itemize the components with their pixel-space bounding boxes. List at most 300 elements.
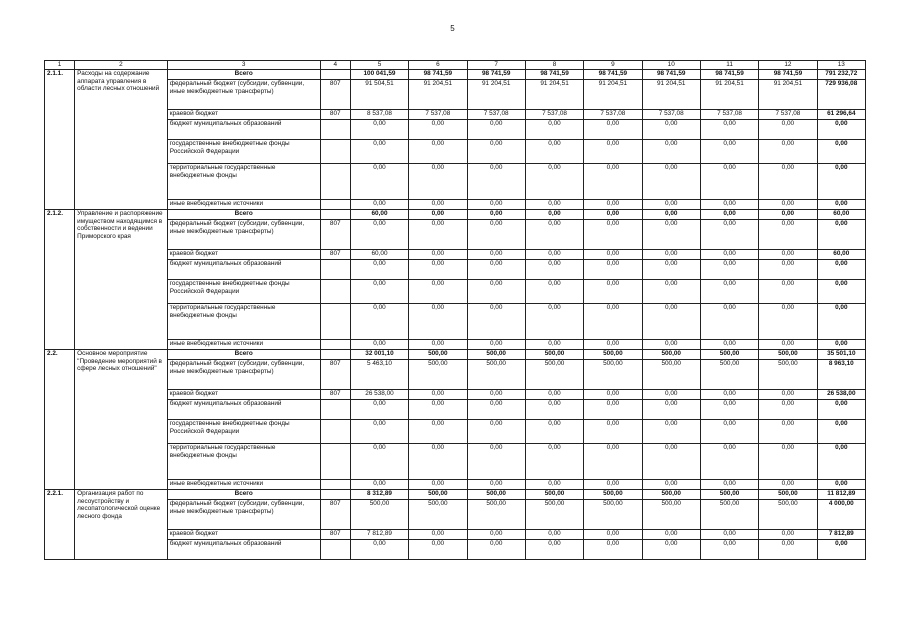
year-value: 0,00	[525, 340, 583, 350]
year-value: 0,00	[409, 444, 467, 480]
table-row	[45, 250, 866, 260]
table-row	[45, 340, 866, 350]
row-total: 0,00	[817, 200, 865, 210]
year-value: 0,00	[642, 140, 700, 164]
year-value: 0,00	[584, 260, 642, 280]
section-name: Организация работ по лесоустройству и лесопатологической оценке лесного фонда	[75, 490, 168, 560]
year-value: 0,00	[409, 260, 467, 280]
year-value: 0,00	[409, 530, 467, 540]
column-header: 6	[409, 61, 467, 70]
year-value: 500,00	[350, 500, 408, 530]
row-total: 0,00	[817, 480, 865, 490]
kbk-code: 807	[320, 530, 350, 540]
year-value: 0,00	[467, 260, 525, 280]
kbk-code: 807	[320, 360, 350, 390]
table-row	[45, 540, 866, 560]
table-row	[45, 220, 866, 250]
column-header: 13	[817, 61, 865, 70]
table-row	[45, 390, 866, 400]
kbk-code	[320, 260, 350, 280]
year-value: 500,00	[700, 350, 758, 360]
year-value: 0,00	[642, 164, 700, 200]
kbk-code	[320, 420, 350, 444]
year-value: 0,00	[584, 530, 642, 540]
funding-source-label: бюджет муниципальных образований	[167, 120, 320, 140]
year-value: 0,00	[759, 260, 817, 280]
kbk-code	[320, 164, 350, 200]
page-number: 5	[450, 24, 455, 33]
year-value: 500,00	[409, 490, 467, 500]
row-total: 0,00	[817, 340, 865, 350]
year-value: 0,00	[700, 280, 758, 304]
year-value: 0,00	[759, 210, 817, 220]
kbk-code	[320, 400, 350, 420]
table-row	[45, 530, 866, 540]
year-value: 500,00	[525, 350, 583, 360]
kbk-code	[320, 350, 350, 360]
year-value: 0,00	[642, 480, 700, 490]
year-value: 0,00	[759, 140, 817, 164]
funding-source-label: государственные внебюджетные фонды Российской Федерации	[167, 280, 320, 304]
year-value: 60,00	[350, 250, 408, 260]
year-value: 0,00	[759, 120, 817, 140]
column-header-row	[45, 61, 866, 70]
funding-source-label: бюджет муниципальных образований	[167, 260, 320, 280]
year-value: 0,00	[409, 280, 467, 304]
year-value: 500,00	[584, 350, 642, 360]
year-value: 0,00	[467, 340, 525, 350]
year-value: 0,00	[525, 200, 583, 210]
funding-source-label: территориальные государственные внебюджетные фонды	[167, 444, 320, 480]
year-value: 0,00	[467, 480, 525, 490]
year-value: 0,00	[584, 340, 642, 350]
year-value: 0,00	[350, 280, 408, 304]
year-value: 500,00	[700, 490, 758, 500]
table-row-total	[45, 70, 866, 80]
year-value: 0,00	[409, 220, 467, 250]
year-value: 0,00	[467, 530, 525, 540]
row-total: 0,00	[817, 540, 865, 560]
funding-source-label: иные внебюджетные источники	[167, 480, 320, 490]
year-value: 0,00	[759, 540, 817, 560]
year-value: 500,00	[525, 490, 583, 500]
column-header: 2	[75, 61, 168, 70]
year-value: 0,00	[467, 200, 525, 210]
year-value: 0,00	[467, 444, 525, 480]
year-value: 0,00	[525, 120, 583, 140]
year-value: 0,00	[409, 400, 467, 420]
year-value: 98 741,59	[642, 70, 700, 80]
kbk-code	[320, 490, 350, 500]
year-value: 0,00	[584, 400, 642, 420]
column-header: 4	[320, 61, 350, 70]
year-value: 0,00	[700, 250, 758, 260]
year-value: 98 741,59	[700, 70, 758, 80]
year-value: 0,00	[642, 444, 700, 480]
year-value: 0,00	[642, 340, 700, 350]
year-value: 0,00	[642, 120, 700, 140]
year-value: 0,00	[525, 540, 583, 560]
year-value: 0,00	[467, 390, 525, 400]
year-value: 0,00	[350, 540, 408, 560]
year-value: 91 204,51	[525, 80, 583, 110]
funding-source-label: федеральный бюджет (субсидии, субвенции, иные межбюджетные трансферты)	[167, 220, 320, 250]
kbk-code: 807	[320, 110, 350, 120]
funding-source-label: территориальные государственные внебюджетные фонды	[167, 164, 320, 200]
column-header: 1	[45, 61, 75, 70]
year-value: 7 537,08	[525, 110, 583, 120]
table-row	[45, 280, 866, 304]
year-value: 0,00	[700, 340, 758, 350]
kbk-code	[320, 200, 350, 210]
funding-source-label: бюджет муниципальных образований	[167, 540, 320, 560]
section-name: Расходы на содержание аппарата управления в области лесных отношений	[75, 70, 168, 210]
year-value: 500,00	[584, 500, 642, 530]
kbk-code	[320, 210, 350, 220]
funding-source-label: территориальные государственные внебюджетные фонды	[167, 304, 320, 340]
table-row-total	[45, 210, 866, 220]
year-value: 0,00	[350, 444, 408, 480]
year-value: 500,00	[759, 360, 817, 390]
row-total: 61 296,64	[817, 110, 865, 120]
section-name: Основное мероприятие "Проведение мероприятий в сфере лесных отношений"	[75, 350, 168, 490]
row-total: 4 000,00	[817, 500, 865, 530]
year-value: 0,00	[467, 540, 525, 560]
year-value: 0,00	[350, 164, 408, 200]
column-header: 9	[584, 61, 642, 70]
year-value: 0,00	[350, 220, 408, 250]
year-value: 0,00	[409, 140, 467, 164]
year-value: 0,00	[350, 200, 408, 210]
table-row	[45, 304, 866, 340]
year-value: 0,00	[409, 420, 467, 444]
year-value: 0,00	[584, 540, 642, 560]
row-total: 0,00	[817, 444, 865, 480]
table-row	[45, 420, 866, 444]
year-value: 0,00	[584, 250, 642, 260]
year-value: 0,00	[409, 210, 467, 220]
kbk-code: 807	[320, 390, 350, 400]
year-value: 0,00	[584, 390, 642, 400]
year-value: 0,00	[350, 140, 408, 164]
year-value: 0,00	[642, 390, 700, 400]
funding-source-label: государственные внебюджетные фонды Российской Федерации	[167, 420, 320, 444]
year-value: 500,00	[467, 360, 525, 390]
funding-source-label: федеральный бюджет (субсидии, субвенции, иные межбюджетные трансферты)	[167, 80, 320, 110]
year-value: 91 204,51	[584, 80, 642, 110]
year-value: 0,00	[759, 420, 817, 444]
table-row	[45, 164, 866, 200]
year-value: 0,00	[584, 210, 642, 220]
year-value: 0,00	[700, 260, 758, 280]
year-value: 7 537,08	[409, 110, 467, 120]
funding-source-label: Всего	[167, 350, 320, 360]
column-header: 7	[467, 61, 525, 70]
funding-source-label: Всего	[167, 210, 320, 220]
year-value: 0,00	[700, 390, 758, 400]
row-total: 0,00	[817, 420, 865, 444]
year-value: 0,00	[759, 444, 817, 480]
funding-source-label: краевой бюджет	[167, 110, 320, 120]
year-value: 0,00	[700, 400, 758, 420]
year-value: 0,00	[759, 280, 817, 304]
year-value: 0,00	[759, 530, 817, 540]
year-value: 0,00	[350, 420, 408, 444]
row-total: 0,00	[817, 260, 865, 280]
funding-source-label: государственные внебюджетные фонды Российской Федерации	[167, 140, 320, 164]
year-value: 0,00	[525, 250, 583, 260]
budget-table	[44, 60, 866, 560]
table-row-total	[45, 490, 866, 500]
year-value: 91 204,51	[642, 80, 700, 110]
year-value: 500,00	[409, 500, 467, 530]
year-value: 0,00	[409, 164, 467, 200]
row-total: 60,00	[817, 250, 865, 260]
year-value: 0,00	[700, 140, 758, 164]
year-value: 500,00	[467, 350, 525, 360]
year-value: 26 538,00	[350, 390, 408, 400]
year-value: 0,00	[409, 120, 467, 140]
column-header: 10	[642, 61, 700, 70]
year-value: 0,00	[642, 220, 700, 250]
year-value: 8 312,89	[350, 490, 408, 500]
year-value: 100 041,59	[350, 70, 408, 80]
year-value: 98 741,59	[409, 70, 467, 80]
year-value: 0,00	[584, 200, 642, 210]
year-value: 0,00	[525, 390, 583, 400]
year-value: 0,00	[642, 250, 700, 260]
year-value: 0,00	[584, 220, 642, 250]
year-value: 0,00	[759, 400, 817, 420]
year-value: 0,00	[350, 340, 408, 350]
row-total: 8 963,10	[817, 360, 865, 390]
year-value: 0,00	[700, 530, 758, 540]
year-value: 500,00	[642, 360, 700, 390]
year-value: 0,00	[700, 200, 758, 210]
year-value: 500,00	[409, 350, 467, 360]
year-value: 0,00	[525, 280, 583, 304]
year-value: 0,00	[525, 164, 583, 200]
year-value: 500,00	[409, 360, 467, 390]
year-value: 0,00	[759, 220, 817, 250]
year-value: 500,00	[700, 500, 758, 530]
year-value: 0,00	[467, 280, 525, 304]
year-value: 0,00	[584, 140, 642, 164]
year-value: 8 537,08	[350, 110, 408, 120]
year-value: 0,00	[350, 400, 408, 420]
kbk-code: 807	[320, 500, 350, 530]
table-row	[45, 140, 866, 164]
year-value: 0,00	[700, 444, 758, 480]
year-value: 5 463,10	[350, 360, 408, 390]
funding-source-label: Всего	[167, 490, 320, 500]
kbk-code: 807	[320, 220, 350, 250]
year-value: 0,00	[642, 210, 700, 220]
section-name: Управление и распоряжение имуществом находящимся в собственности и ведении Приморского края	[75, 210, 168, 350]
year-value: 7 812,89	[350, 530, 408, 540]
year-value: 0,00	[350, 120, 408, 140]
year-value: 500,00	[700, 360, 758, 390]
table-row	[45, 480, 866, 490]
year-value: 0,00	[467, 164, 525, 200]
year-value: 0,00	[759, 304, 817, 340]
year-value: 0,00	[525, 304, 583, 340]
year-value: 0,00	[759, 390, 817, 400]
section-code: 2.1.2.	[45, 210, 75, 350]
table-row	[45, 400, 866, 420]
table-row	[45, 120, 866, 140]
year-value: 0,00	[350, 480, 408, 490]
year-value: 0,00	[350, 304, 408, 340]
year-value: 0,00	[759, 250, 817, 260]
year-value: 500,00	[642, 500, 700, 530]
kbk-code	[320, 444, 350, 480]
year-value: 91 204,51	[467, 80, 525, 110]
funding-source-label: краевой бюджет	[167, 530, 320, 540]
table-row	[45, 260, 866, 280]
year-value: 0,00	[409, 480, 467, 490]
kbk-code	[320, 340, 350, 350]
year-value: 0,00	[525, 140, 583, 164]
year-value: 0,00	[700, 540, 758, 560]
year-value: 500,00	[759, 500, 817, 530]
year-value: 0,00	[467, 304, 525, 340]
kbk-code	[320, 540, 350, 560]
year-value: 500,00	[525, 500, 583, 530]
year-value: 0,00	[409, 250, 467, 260]
year-value: 0,00	[700, 220, 758, 250]
kbk-code	[320, 70, 350, 80]
row-total: 26 538,00	[817, 390, 865, 400]
year-value: 0,00	[584, 444, 642, 480]
year-value: 0,00	[700, 164, 758, 200]
year-value: 0,00	[700, 480, 758, 490]
kbk-code	[320, 140, 350, 164]
table-row	[45, 444, 866, 480]
year-value: 91 204,51	[759, 80, 817, 110]
year-value: 0,00	[409, 200, 467, 210]
kbk-code: 807	[320, 250, 350, 260]
kbk-code: 807	[320, 80, 350, 110]
year-value: 0,00	[584, 420, 642, 444]
column-header: 5	[350, 61, 408, 70]
year-value: 0,00	[525, 220, 583, 250]
year-value: 0,00	[467, 420, 525, 444]
row-total: 11 812,89	[817, 490, 865, 500]
year-value: 500,00	[759, 490, 817, 500]
year-value: 0,00	[759, 164, 817, 200]
year-value: 0,00	[467, 250, 525, 260]
year-value: 0,00	[467, 220, 525, 250]
year-value: 0,00	[409, 390, 467, 400]
year-value: 500,00	[584, 490, 642, 500]
year-value: 0,00	[700, 304, 758, 340]
table-row-total	[45, 350, 866, 360]
row-total: 0,00	[817, 220, 865, 250]
year-value: 500,00	[642, 350, 700, 360]
section-code: 2.2.	[45, 350, 75, 490]
column-header: 11	[700, 61, 758, 70]
year-value: 0,00	[700, 210, 758, 220]
table-row	[45, 110, 866, 120]
row-total: 0,00	[817, 400, 865, 420]
year-value: 0,00	[642, 260, 700, 280]
funding-source-label: федеральный бюджет (субсидии, субвенции, иные межбюджетные трансферты)	[167, 500, 320, 530]
year-value: 0,00	[642, 540, 700, 560]
funding-source-label: бюджет муниципальных образований	[167, 400, 320, 420]
year-value: 0,00	[759, 200, 817, 210]
year-value: 7 537,08	[584, 110, 642, 120]
year-value: 0,00	[584, 120, 642, 140]
year-value: 91 204,51	[409, 80, 467, 110]
table-row	[45, 80, 866, 110]
year-value: 0,00	[525, 260, 583, 280]
year-value: 500,00	[584, 360, 642, 390]
funding-source-label: краевой бюджет	[167, 250, 320, 260]
year-value: 0,00	[584, 164, 642, 200]
row-total: 0,00	[817, 304, 865, 340]
year-value: 91 504,51	[350, 80, 408, 110]
year-value: 0,00	[759, 480, 817, 490]
year-value: 7 537,08	[759, 110, 817, 120]
year-value: 0,00	[642, 304, 700, 340]
funding-source-label: Всего	[167, 70, 320, 80]
year-value: 0,00	[642, 530, 700, 540]
section-code: 2.1.1.	[45, 70, 75, 210]
row-total: 60,00	[817, 210, 865, 220]
row-total: 0,00	[817, 140, 865, 164]
year-value: 7 537,08	[467, 110, 525, 120]
year-value: 0,00	[642, 420, 700, 444]
year-value: 0,00	[759, 340, 817, 350]
section-code: 2.2.1.	[45, 490, 75, 560]
row-total: 729 936,08	[817, 80, 865, 110]
year-value: 7 537,08	[700, 110, 758, 120]
year-value: 32 001,10	[350, 350, 408, 360]
year-value: 500,00	[467, 490, 525, 500]
row-total: 791 232,72	[817, 70, 865, 80]
year-value: 0,00	[584, 280, 642, 304]
column-header: 8	[525, 61, 583, 70]
row-total: 0,00	[817, 280, 865, 304]
year-value: 91 204,51	[700, 80, 758, 110]
year-value: 98 741,59	[759, 70, 817, 80]
year-value: 0,00	[467, 210, 525, 220]
year-value: 0,00	[409, 340, 467, 350]
year-value: 0,00	[525, 530, 583, 540]
year-value: 98 741,59	[584, 70, 642, 80]
year-value: 0,00	[700, 120, 758, 140]
year-value: 7 537,08	[642, 110, 700, 120]
row-total: 7 812,89	[817, 530, 865, 540]
year-value: 60,00	[350, 210, 408, 220]
row-total: 0,00	[817, 120, 865, 140]
year-value: 0,00	[525, 480, 583, 490]
year-value: 0,00	[584, 304, 642, 340]
year-value: 500,00	[759, 350, 817, 360]
funding-source-label: краевой бюджет	[167, 390, 320, 400]
year-value: 0,00	[467, 400, 525, 420]
year-value: 0,00	[642, 400, 700, 420]
year-value: 0,00	[700, 420, 758, 444]
year-value: 500,00	[642, 490, 700, 500]
year-value: 0,00	[525, 444, 583, 480]
kbk-code	[320, 280, 350, 304]
kbk-code	[320, 480, 350, 490]
year-value: 0,00	[584, 480, 642, 490]
year-value: 0,00	[525, 210, 583, 220]
year-value: 0,00	[525, 420, 583, 444]
